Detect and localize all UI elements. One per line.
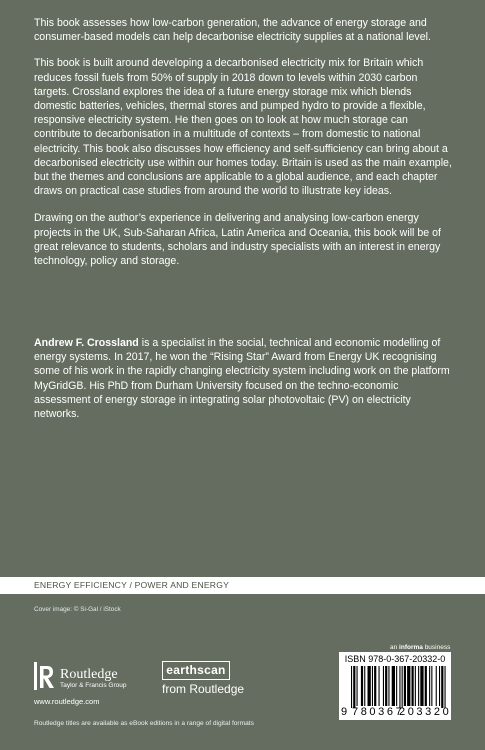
earthscan-logo — [162, 661, 262, 695]
back-cover-blurb — [34, 16, 454, 281]
barcode-bar — [379, 666, 380, 706]
barcode-bar — [445, 666, 446, 708]
barcode-bars — [341, 666, 449, 708]
barcode-bar — [412, 666, 414, 706]
barcode-bar — [383, 666, 384, 706]
barcode-bar — [396, 666, 397, 706]
barcode-digits-right: 203320 — [399, 706, 452, 718]
barcode-bar — [429, 666, 430, 706]
barcode-bar — [385, 666, 387, 706]
ebook-availability-note: Routledge titles are available as eBook editions in a range of digital formats — [34, 720, 254, 727]
earthscan-mark: earthscan — [162, 661, 230, 680]
barcode-bar — [353, 666, 355, 708]
blurb-paragraph-2: This book is built around developing a decarbonised electricity mix for Britain which reduces fossil fuels from 50% of supply in 2018 down to levels within 2030 carbon targets. Crossland explores the idea of a future energy storage mix which blends domestic batteries, vehicles, thermal stores and pumped hydro to provide a flexible, responsive electricity system. He then goes on to look at how much storage can contribute to decarbonisation in a multitude of contexts – from domestic to national electricity. This book also discusses how efficiency and self-sufficiency can bring about a decarbonised electricity use within our homes today. Britain is used as the main example, but the themes and conclusions are applicable to a global audience, and each chapter draws on practical case studies from around the world to illustrate key ideas. — [34, 57, 452, 198]
barcode-bar — [407, 666, 410, 706]
subject-category: ENERGY EFFICIENCY / POWER AND ENERGY — [34, 580, 230, 590]
barcode-bar — [441, 666, 443, 708]
blurb-paragraph-3: Drawing on the author’s experience in delivering and analysing low-carbon energy projects in the UK, Sub-Saharan Africa, Latin America and Oceania, this book will be of great relevance to students, scholars and industry specialists with an interest in energy technology, policy and storage. — [34, 212, 441, 268]
barcode-bar — [392, 666, 395, 706]
routledge-r-icon — [34, 660, 154, 694]
isbn-barcode — [339, 652, 451, 720]
barcode-digits-left: 780367 — [352, 706, 405, 718]
barcode-bar — [404, 666, 406, 706]
informa-brand: informa — [399, 644, 423, 651]
barcode-bar — [402, 666, 403, 708]
author-name: Andrew F. Crossland — [34, 337, 139, 349]
routledge-name: Routledge — [60, 667, 118, 682]
barcode-bar — [357, 666, 358, 706]
barcode-bar — [399, 666, 400, 708]
routledge-url: www.routledge.com — [34, 697, 100, 706]
barcode-bar — [372, 666, 373, 706]
isbn-text: ISBN 978-0-367-20332-0 — [344, 654, 446, 664]
routledge-logo — [34, 660, 154, 694]
barcode-bar — [420, 666, 423, 706]
barcode-bar — [388, 666, 389, 706]
informa-business-label — [390, 644, 450, 651]
barcode-digit-lead: 9 — [341, 706, 348, 718]
barcode-bar — [374, 666, 376, 706]
barcode-bar — [418, 666, 419, 706]
author-bio-text: is a specialist in the social, technical and economic modelling of energy systems. In 2017, he won the “Rising Star” Award from Energy UK recognising some of his work in the rapidly changing electricity system including work on the platform MyGridGB. His PhD from Durham University focused on the techno-economic assessment of energy storage in integrating solar photovoltaic (PV) on electricity networks. — [34, 337, 450, 421]
barcode-bar — [425, 666, 427, 706]
barcode-bar — [364, 666, 365, 706]
barcode-bar — [361, 666, 363, 706]
subject-category-bar — [0, 577, 485, 594]
earthscan-from-routledge: from Routledge — [162, 682, 245, 696]
informa-suffix: business — [422, 644, 451, 651]
cover-image-credit: Cover image: © Si-Gal / iStock — [34, 606, 121, 613]
barcode-bar — [436, 666, 437, 706]
barcode-bar — [439, 666, 440, 706]
informa-prefix: an — [390, 644, 400, 651]
barcode-bar — [415, 666, 416, 706]
routledge-group: Taylor & Francis Group — [60, 682, 127, 689]
barcode-bar — [431, 666, 432, 706]
barcode-bar — [368, 666, 371, 706]
blurb-paragraph-1: This book assesses how low-carbon generation, the advance of energy storage and consumer-based models can help decarbonise electricity supplies at a national level. — [34, 17, 431, 44]
barcode-bar — [351, 666, 352, 708]
author-bio — [34, 336, 454, 421]
